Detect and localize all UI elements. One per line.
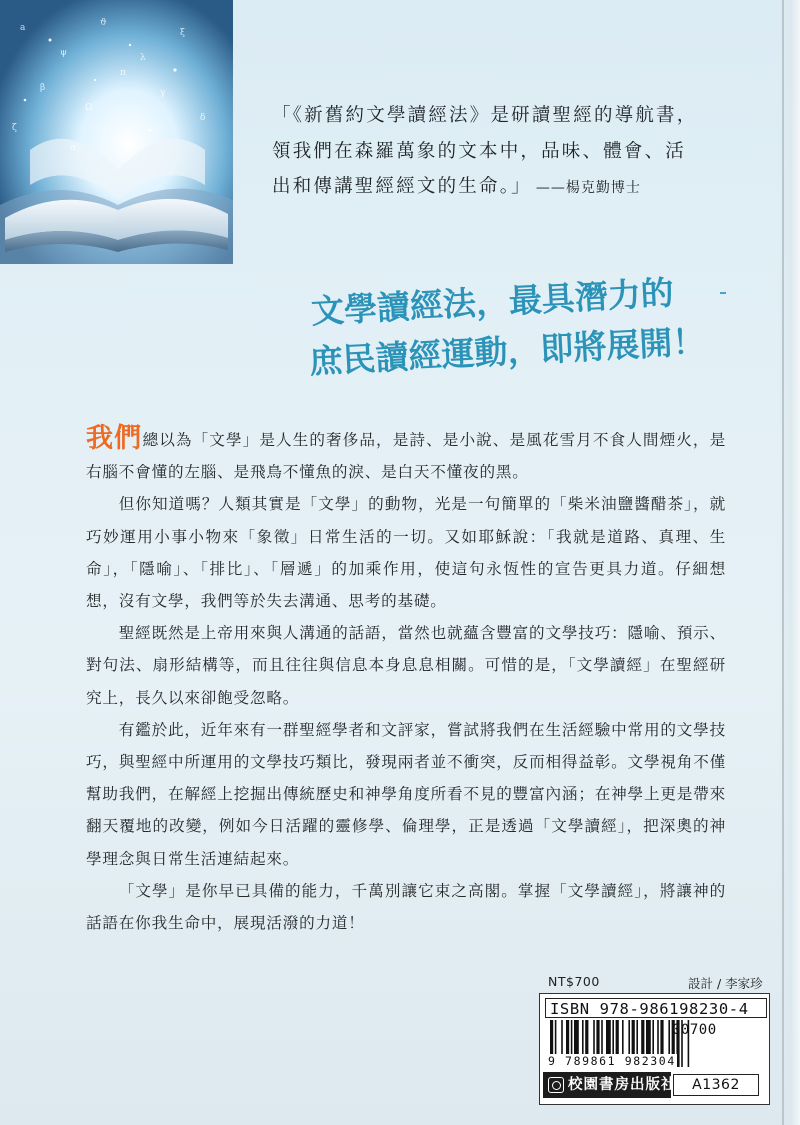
product-code: A1362 (673, 1074, 759, 1096)
svg-text:γ: γ (160, 88, 166, 98)
publisher-name: 校園書房出版社 (568, 1077, 677, 1093)
slogan (310, 268, 734, 384)
paragraph: 有鑑於此，近年來有一群聖經學者和文評家，嘗試將我們在生活經驗中常用的文學技巧，與聖經中所運用的文學技巧類比，發現兩者並不衝突，反而相得益彰。文學視角不僅幫助我們，在解經上挖掘出傳統歷史和神學角度所看不見的豐富內涵；在神學上更是帶來翻天覆地的改變，例如今日活躍的靈修學、倫理學，正是透過「文學讀經」，把深奧的神學理念與日常生活連結起來。 (86, 720, 726, 868)
price-label: NT$700 (548, 974, 600, 989)
paragraph: 聖經既然是上帝用來與人溝通的話語，當然也就蘊含豐富的文學技巧：隱喻、預示、對句法、扇形結構等，而且往往與信息本身息息相關。可惜的是，「文學讀經」在聖經研究上，長久以來卻飽受忽略。 (86, 624, 726, 707)
svg-text:ξ: ξ (180, 28, 185, 38)
open-book-illustration (0, 0, 233, 264)
paragraph: 但你知道嗎？人類其實是「文學」的動物，光是一句簡單的「柴米油鹽醬醋茶」，就巧妙運用小事小物來「象徵」日常生活的一切。又如耶穌說：「我就是道路、真理、生命」，「隱喻」、「排比」、「層遞」的加乘作用，使這句永恆性的宣告更具力道。仔細想想，沒有文學，我們等於失去溝通、思考的基礎。 (86, 495, 726, 611)
svg-text:ζ: ζ (12, 123, 17, 133)
slogan-line-1: 文學讀經法，最具潛力的 (310, 272, 675, 331)
svg-text:a: a (20, 23, 26, 33)
endorsement-quote (272, 98, 712, 207)
paragraph-text: 總以為「文學」是人生的奢侈品，是詩、是小說、是風花雪月不食人間煙火，是右腦不會懂的左腦、是飛鳥不懂魚的淚、是白天不懂夜的黑。 (86, 431, 726, 482)
price-code: 00700 (672, 1022, 717, 1038)
paragraph (86, 423, 726, 488)
quote-line: 「《新舊約文學讀經法》是研讀聖經的導航書， (272, 105, 698, 126)
svg-text:ϑ: ϑ (100, 18, 107, 28)
svg-text:β: β (40, 83, 46, 93)
quote-attribution: ——楊克勤博士 (535, 180, 641, 196)
isbn-number: ISBN 978-986198230-4 (545, 998, 767, 1018)
svg-text:σ: σ (70, 143, 77, 153)
description-text (86, 423, 726, 939)
quote-line-text: 出和傳講聖經經文的生命。」 (272, 176, 532, 197)
svg-text:δ: δ (200, 113, 206, 123)
cover-edge-line (782, 0, 784, 1125)
svg-text:ψ: ψ (60, 48, 68, 58)
quote-line: 領我們在森羅萬象的文本中，品味、體會、活 (272, 140, 687, 162)
barcode-digits: 9 789861 982304 (548, 1054, 676, 1068)
svg-text:λ: λ (140, 53, 146, 63)
svg-text:π: π (120, 68, 126, 78)
designer-credit: 設計 / 李家珍 (688, 976, 763, 991)
lead-words: 我們 (86, 423, 143, 454)
quote-line (272, 169, 712, 207)
slogan-line-2: 庶民讀經運動，即將展開！ (308, 321, 707, 382)
paragraph: 「文學」是你早已具備的能力，千萬別讓它束之高閣。掌握「文學讀經」，將讓神的話語在你我生命中，展現活潑的力道！ (86, 881, 726, 933)
publisher-logo-icon (548, 1077, 564, 1093)
svg-text:Ω: Ω (85, 103, 93, 113)
slogan-decoration (720, 292, 726, 294)
